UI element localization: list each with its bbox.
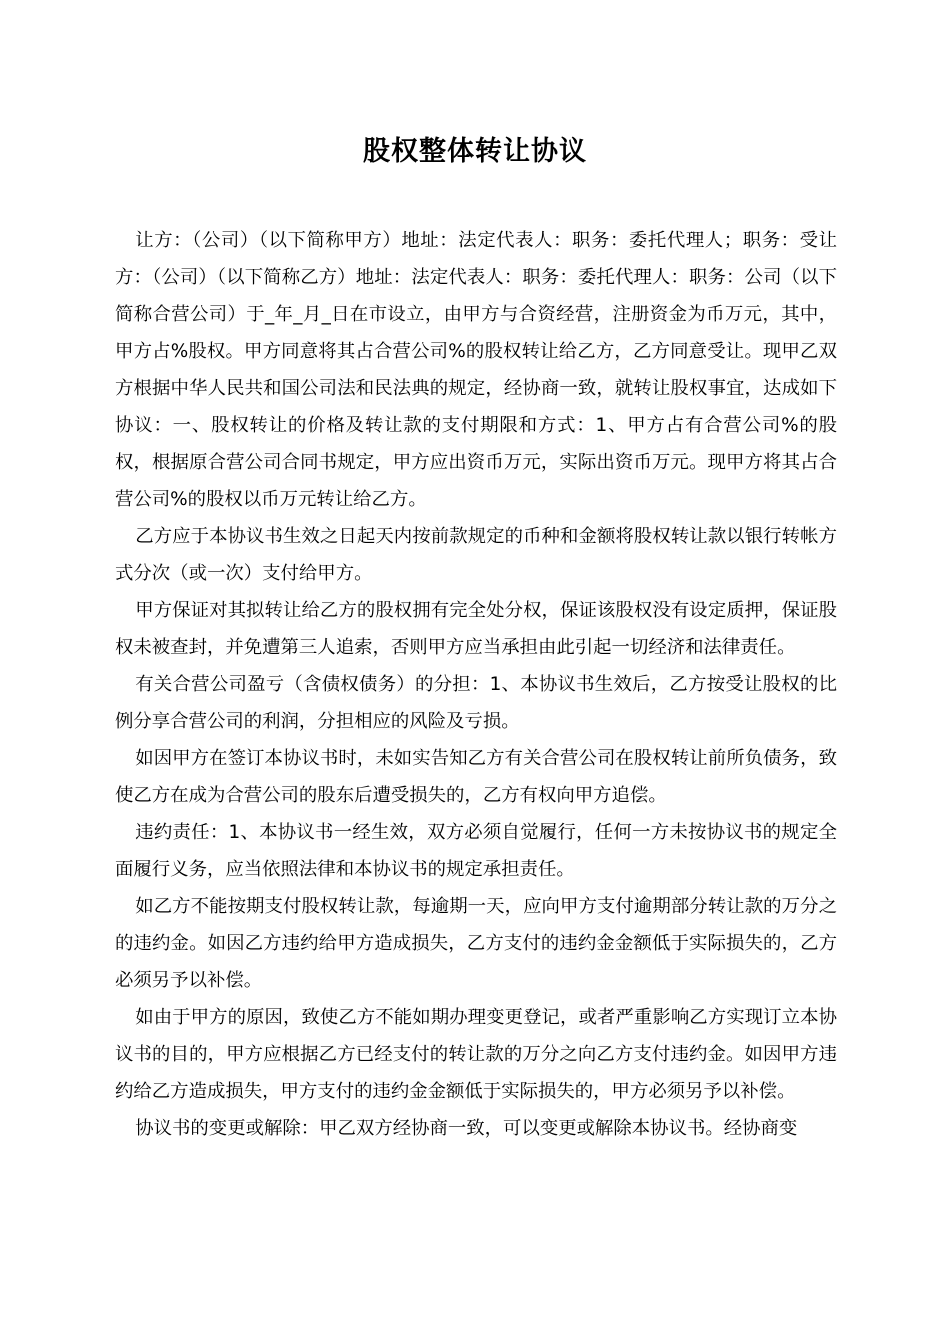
- paragraph-debt-recovery: 如因甲方在签订本协议书时，未如实告知乙方有关合营公司在股权转让前所负债务，致使乙方在成为合营公司的股东后遭受损失的，乙方有权向甲方追偿。: [115, 748, 837, 806]
- paragraph-liability: 违约责任：1、本协议书一经生效，双方必须自觉履行，任何一方未按协议书的规定全面履行义务，应当依照法律和本协议书的规定承担责任。: [115, 822, 837, 880]
- paragraph-seller-penalty: 如由于甲方的原因，致使乙方不能如期办理变更登记，或者严重影响乙方实现订立本协议书的目的，甲方应根据乙方已经支付的转让款的万分之向乙方支付违约金。如因甲方违约给乙方造成损失，甲方支付的违约金金额低于实际损失的，甲方必须另予以补偿。: [115, 1007, 837, 1102]
- paragraph-profit-loss: 有关合营公司盈亏（含债权债务）的分担：1、本协议书生效后，乙方按受让股权的比例分享合营公司的利润，分担相应的风险及亏损。: [115, 674, 837, 732]
- paragraph-parties: 让方：（公司）（以下简称甲方）地址：法定代表人：职务：委托代理人；职务：受让方：（公司）（以下简称乙方）地址：法定代表人：职务：委托代理人：职务：公司（以下简称合营公司）于_年_月_日在市设立，由甲方与合资经营，注册资金为币万元，其中，甲方占%股权。甲方同意将其占合营公司%的股权转让给乙方，乙方同意受让。现甲乙双方根据中华人民共和国公司法和民法典的规定，经协商一致，就转让股权事宜，达成如下协议：一、股权转让的价格及转让款的支付期限和方式：1、甲方占有合营公司%的股权，根据原合营公司合同书规定，甲方应出资币万元，实际出资币万元。现甲方将其占合营公司%的股权以币万元转让给乙方。: [115, 230, 837, 510]
- document-body: [115, 222, 837, 1147]
- paragraph-payment: 乙方应于本协议书生效之日起天内按前款规定的币种和金额将股权转让款以银行转帐方式分次（或一次）支付给甲方。: [115, 526, 837, 584]
- document-title: 股权整体转让协议: [363, 136, 587, 167]
- paragraph-buyer-penalty: 如乙方不能按期支付股权转让款，每逾期一天，应向甲方支付逾期部分转让款的万分之的违约金。如因乙方违约给甲方造成损失，乙方支付的违约金金额低于实际损失的，乙方必须另予以补偿。: [115, 896, 837, 991]
- paragraph-guarantee: 甲方保证对其拟转让给乙方的股权拥有完全处分权，保证该股权没有设定质押，保证股权未被查封，并免遭第三人追索，否则甲方应当承担由此引起一切经济和法律责任。: [115, 600, 837, 658]
- paragraph-amendment: 协议书的变更或解除：甲乙双方经协商一致，可以变更或解除本协议书。经协商变: [135, 1118, 798, 1139]
